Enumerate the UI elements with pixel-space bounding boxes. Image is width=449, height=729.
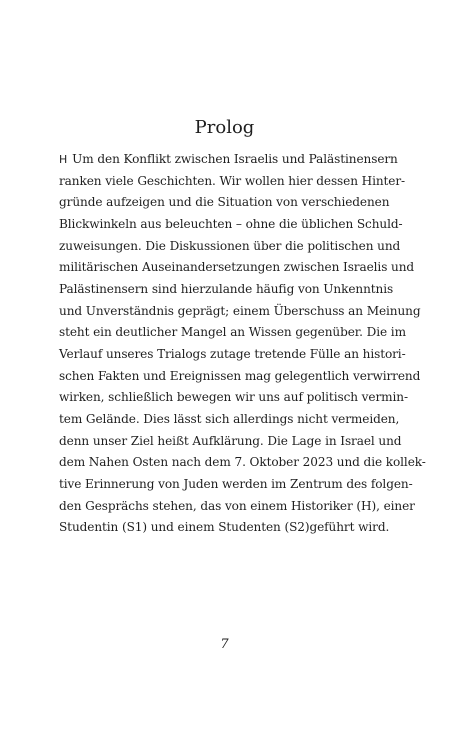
text-line: H Um den Konflikt zwischen Israelis und Palästinensern (59, 152, 398, 166)
text-line: wirken, schließlich bewegen wir uns auf politisch vermin- (59, 390, 408, 405)
text-line: gründe aufzeigen und die Situation von verschiedenen (59, 195, 390, 210)
speaker-label: H (59, 153, 68, 166)
text-line: schen Fakten und Ereignissen mag gelegentlich verwirrend (59, 368, 421, 383)
text-line: zuweisungen. Die Diskussionen über die politischen und (59, 238, 401, 253)
text-line: tive Erinnerung von Juden werden im Zentrum des folgen- (59, 476, 413, 491)
text-line: ranken viele Geschichten. Wir wollen hier dessen Hinter- (59, 173, 406, 188)
prolog-paragraph (59, 149, 426, 539)
text-line: Palästinensern sind hierzulande häufig von Unkenntnis (59, 281, 394, 296)
page-number: 7 (220, 637, 229, 652)
text-line: denn unser Ziel heißt Aufklärung. Die Lage in Israel und (59, 433, 402, 448)
text-line: dem Nahen Osten nach dem 7. Oktober 2023 und die kollek- (59, 455, 426, 470)
text-line: den Gesprächs stehen, das von einem Historiker (H), einer (59, 498, 415, 513)
text-line: Studentin (S1) und einem Studenten (S2)geführt wird. (59, 520, 390, 535)
text-line: und Unverständnis geprägt; einem Überschuss an Meinung (59, 303, 421, 318)
chapter-title: Prolog (194, 117, 255, 138)
text-line: steht ein deutlicher Mangel an Wissen gegenüber. Die im (59, 325, 406, 340)
text-line: Blickwinkeln aus beleuchten – ohne die üblichen Schuld- (59, 216, 403, 231)
text-line: tem Gelände. Dies lässt sich allerdings nicht vermeiden, (59, 411, 400, 426)
text-line: Verlauf unseres Trialogs zutage tretende Fülle an histori- (59, 346, 406, 361)
text-line: militärischen Auseinandersetzungen zwischen Israelis und (59, 260, 415, 275)
